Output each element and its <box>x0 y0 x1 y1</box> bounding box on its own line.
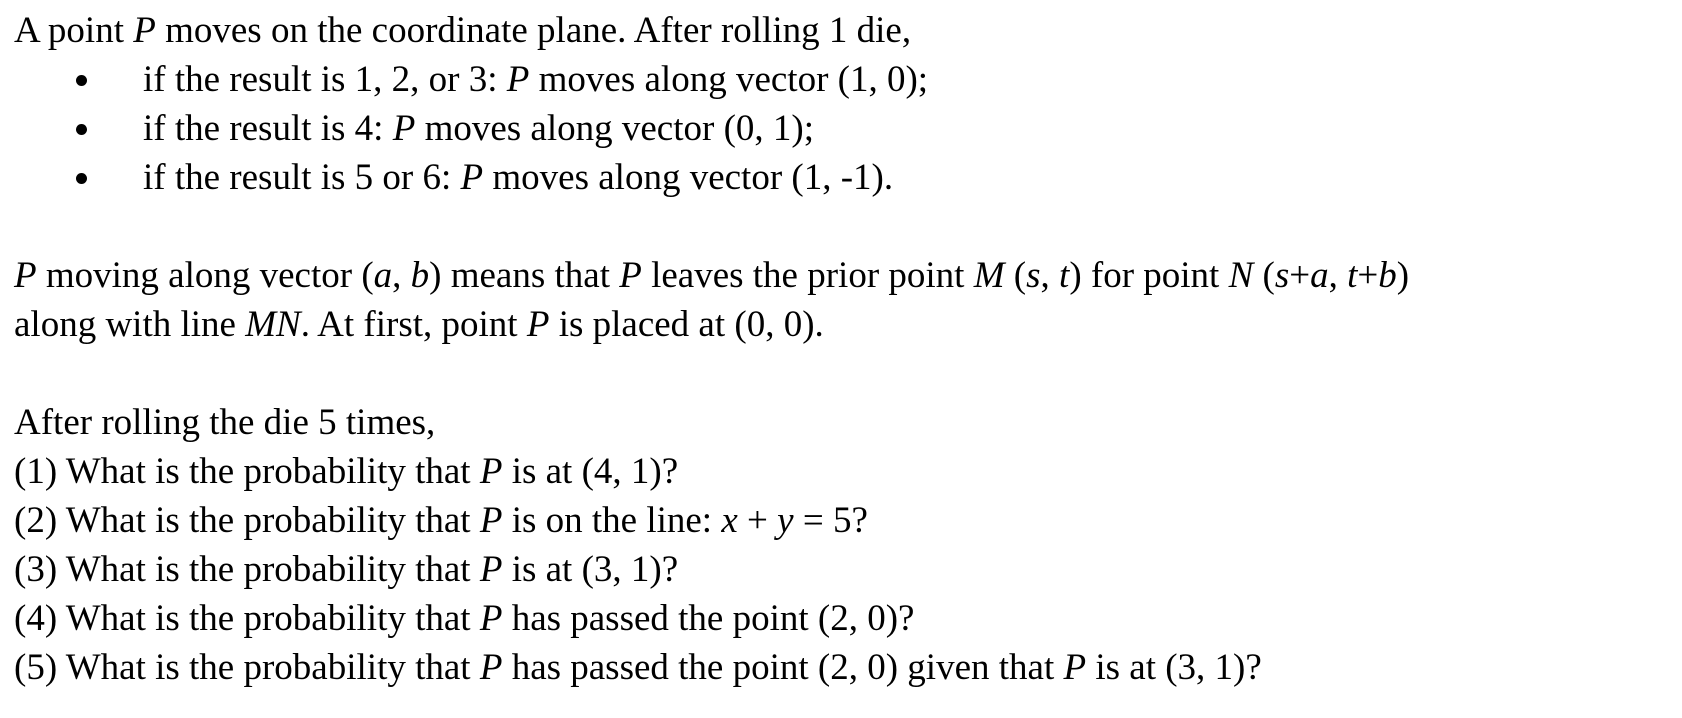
intro-text: A point <box>14 10 134 51</box>
question-3: (3) What is the probability that P is at (3, 1)? <box>14 549 679 590</box>
spacer <box>14 202 1682 251</box>
rule-text: if the result is 4: P moves along vector (0, 1); <box>143 108 814 149</box>
bullet-icon <box>76 173 87 184</box>
intro-text: moves on the coordinate plane. After rolling 1 die, <box>155 10 912 51</box>
spacer <box>14 349 1682 398</box>
after-rolling-line: After rolling the die 5 times, <box>14 402 436 443</box>
rule-text: if the result is 1, 2, or 3: P moves along vector (1, 0); <box>143 59 929 100</box>
question-1: (1) What is the probability that P is at (4, 1)? <box>14 451 679 492</box>
definition-line-2: along with line MN. At first, point P is placed at (0, 0). <box>14 304 824 345</box>
rule-text: if the result is 5 or 6: P moves along vector (1, -1). <box>143 157 894 198</box>
bullet-icon <box>76 75 87 86</box>
list-item <box>14 153 1682 202</box>
list-item <box>14 104 1682 153</box>
list-item <box>14 55 1682 104</box>
question-4: (4) What is the probability that P has passed the point (2, 0)? <box>14 598 915 639</box>
point-p: P <box>133 10 156 51</box>
question-2: (2) What is the probability that P is on the line: x + y = 5? <box>14 500 868 541</box>
rules-list <box>14 55 1682 202</box>
definition-line-1: P moving along vector (a, b) means that P leaves the prior point M (s, t) for point N (s+a, t+b) <box>14 255 1410 296</box>
bullet-icon <box>76 124 87 135</box>
intro-line <box>14 6 1682 55</box>
question-5: (5) What is the probability that P has passed the point (2, 0) given that P is at (3, 1)? <box>14 647 1262 688</box>
